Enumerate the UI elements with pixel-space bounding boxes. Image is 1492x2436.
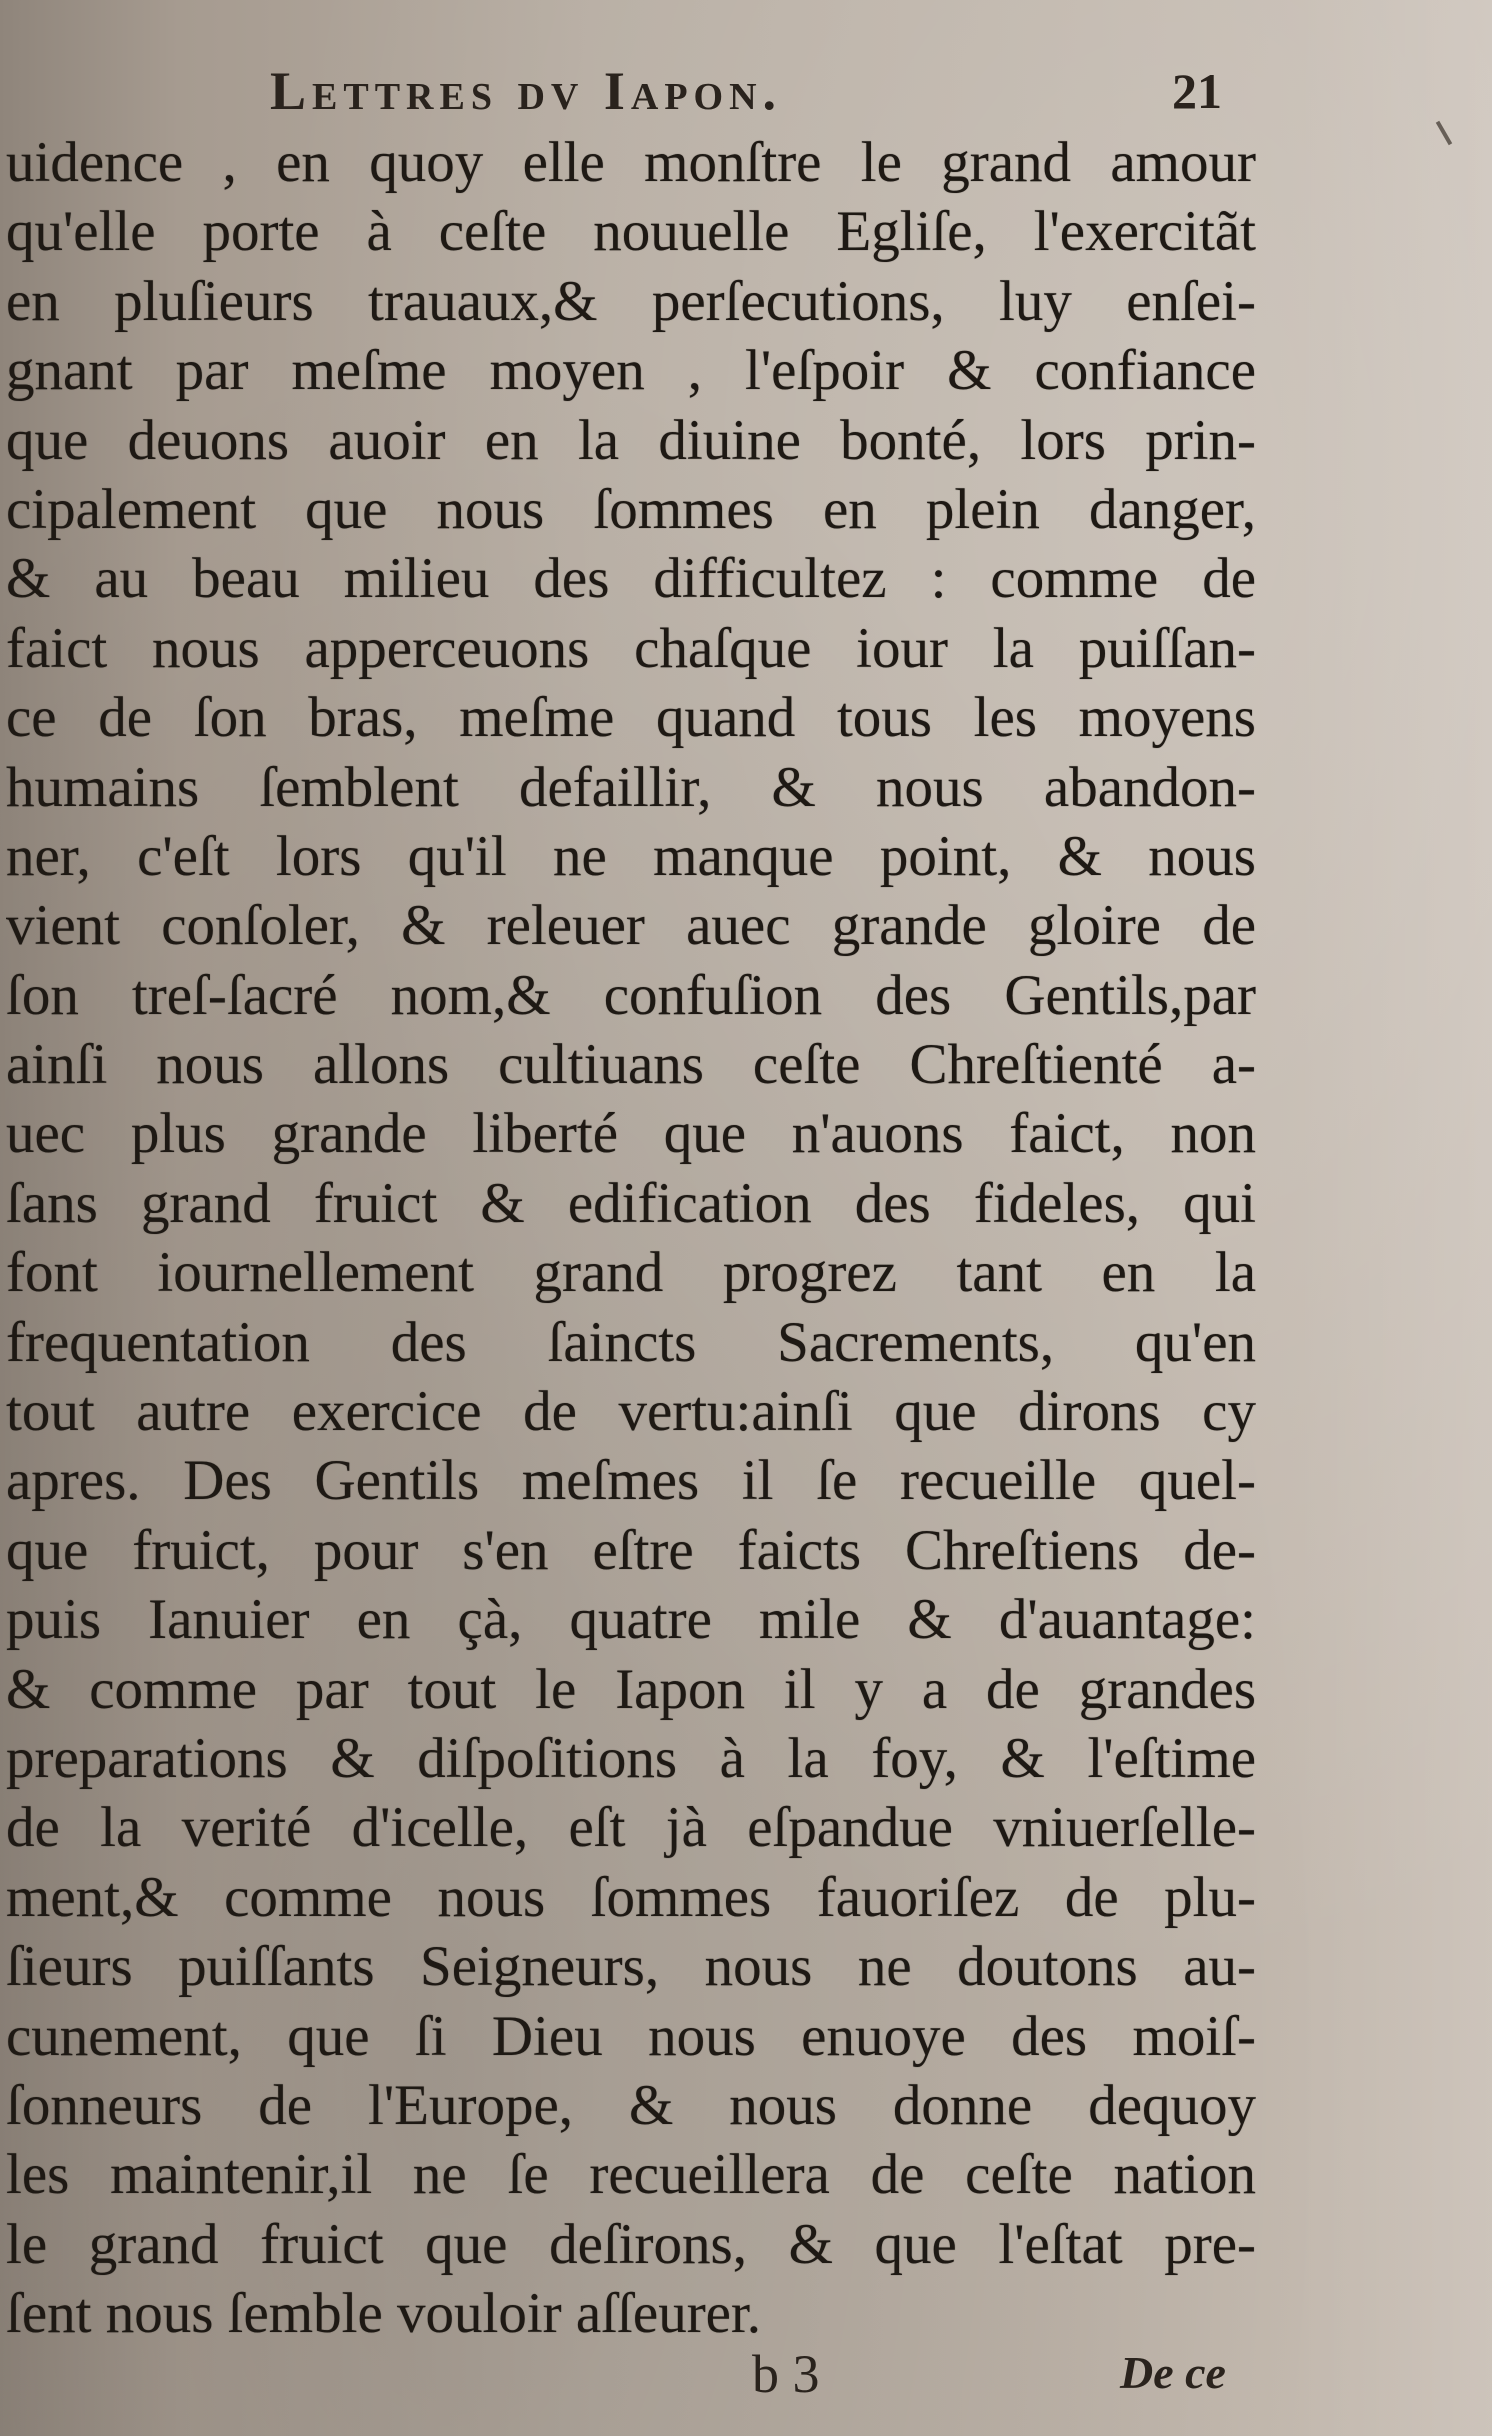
text-line: ſans grand fruict & edification des fideles, qui [6,1171,1256,1235]
page-margin-shading [1292,0,1492,2436]
text-line: en pluſieurs trauaux,& perſecutions, luy enſei- [6,269,1256,333]
text-line: ſent nous ſemble vouloir aſſeurer. [6,2282,762,2346]
text-line: les maintenir,il ne ſe recueillera de ceſte nation [6,2143,1256,2207]
text-line: gnant par meſme moyen , l'eſpoir & confiance [6,339,1256,403]
text-line: ſonneurs de l'Europe, & nous donne dequoy [6,2073,1256,2137]
signature-mark: b 3 [752,2344,820,2404]
text-line: uidence , en quoy elle monſtre le grand amour [6,131,1256,194]
text-line: ce de ſon bras, meſme quand tous les moyens [6,686,1256,750]
text-line: que deuons auoir en la diuine bonté, lors prin- [6,408,1256,472]
body-text [6,128,1256,2349]
text-line: le grand fruict que deſirons, & que l'eſtat pre- [6,2212,1256,2276]
text-line: ner, c'eſt lors qu'il ne manque point, & nous [6,824,1256,888]
text-line: humains ſemblent defaillir, & nous abandon- [6,755,1256,819]
text-line: apres. Des Gentils meſmes il ſe recueille quel- [6,1449,1256,1513]
page-number: 21 [1172,63,1222,119]
text-line: preparations & diſpoſitions à la foy, & l'eſtime [6,1726,1256,1790]
text-line: vient conſoler, & releuer auec grande gloire de [6,894,1256,958]
text-line: tout autre exercice de vertu:ainſi que dirons cy [6,1380,1256,1444]
text-line: & comme par tout le Iapon il y a de grandes [6,1657,1256,1721]
page-header [0,60,1492,130]
text-line: cunement, que ſi Dieu nous enuoye des moiſ- [6,2004,1256,2068]
running-head: Lettres dv Iapon. [270,61,783,121]
text-line: uec plus grande liberté que n'auons faict, non [6,1102,1256,1166]
text-line: & au beau milieu des difficultez : comme de [6,547,1256,611]
catchword: De ce [1120,2347,1226,2398]
text-line: font iournellement grand progrez tant en la [6,1241,1256,1305]
text-line: de la verité d'icelle, eſt jà eſpandue vniuerſelle- [6,1796,1256,1860]
text-line: frequentation des ſaincts Sacrements, qu'en [6,1310,1256,1374]
text-line: puis Ianuier en çà, quatre mile & d'auantage: [6,1588,1256,1652]
text-line: qu'elle porte à ceſte nouuelle Egliſe, l'exercitãt [6,200,1256,264]
text-line: faict nous apperceuons chaſque iour la puiſſan- [6,616,1256,680]
text-line: ſon treſ-ſacré nom,& confuſion des Gentils,par [6,963,1256,1027]
text-line: que fruict, pour s'en eſtre faicts Chreſtiens de- [6,1518,1256,1582]
text-line: cipalement que nous ſommes en plein danger, [6,477,1256,541]
text-line: ment,& comme nous ſommes fauoriſez de plu- [6,1865,1256,1929]
text-line: ſieurs puiſſants Seigneurs, nous ne doutons au- [6,1935,1256,1999]
text-line: ainſi nous allons cultiuans ceſte Chreſtienté a- [6,1033,1256,1097]
